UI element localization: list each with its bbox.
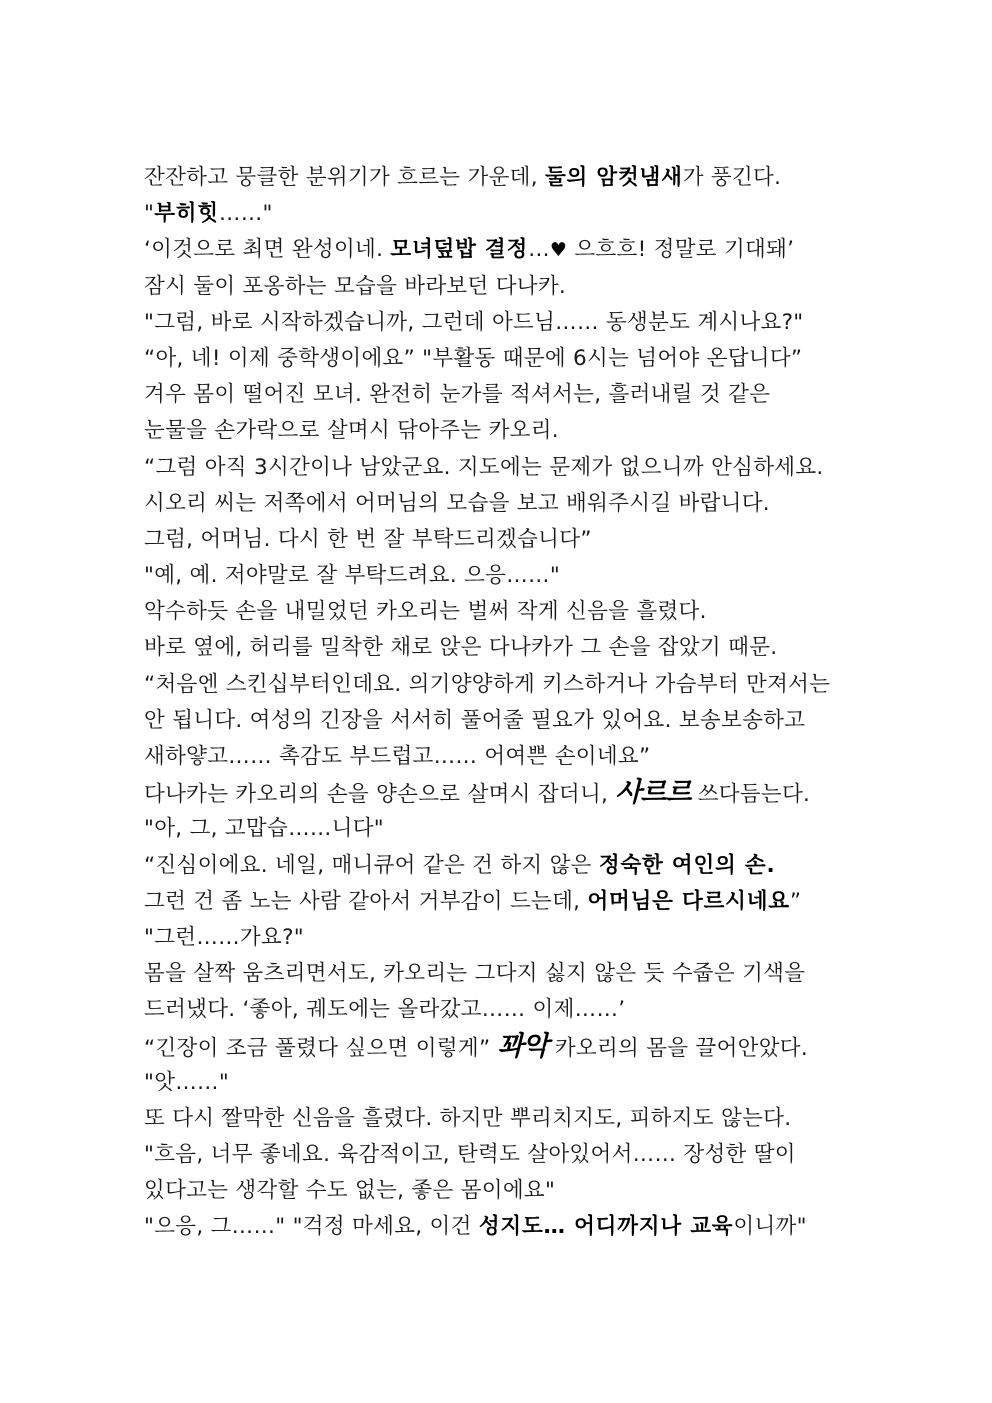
text-line xyxy=(144,920,864,956)
text-line xyxy=(144,630,864,666)
text-span: " xyxy=(144,201,155,227)
text-span: 카오리의 몸을 끌어안았다. xyxy=(547,1035,808,1061)
text-line xyxy=(144,848,864,884)
text-span: "으응, 그……" "걱정 마세요, 이건 xyxy=(144,1214,479,1240)
text-line xyxy=(144,1137,864,1173)
emphasis-text: 어머님은 다르시네요 xyxy=(587,888,790,914)
text-span: 그런 건 좀 노는 사람 같아서 거부감이 드는데, xyxy=(144,888,588,914)
text-span: 드러냈다. ‘좋아, 궤도에는 올라갔고…… 이제……’ xyxy=(144,997,626,1023)
text-span: 새하얗고…… 촉감도 부드럽고…… 어여쁜 손이네요” xyxy=(144,744,651,769)
text-line xyxy=(144,558,864,594)
text-span: … xyxy=(528,237,550,263)
heart-icon: ♥ xyxy=(549,239,568,262)
text-span: “그럼 아직 3시간이나 남았군요. 지도에는 문제가 없으니까 안심하세요. xyxy=(144,454,824,480)
text-line xyxy=(144,305,864,341)
text-line xyxy=(144,1209,864,1245)
emphasis-text: 사르르 xyxy=(615,777,691,809)
text-span: “처음엔 스킨십부터인데요. 의기양양하게 키스하거나 가슴부터 만져서는 xyxy=(144,671,831,697)
text-span: "아, 그, 고맙습……니다" xyxy=(144,816,384,842)
text-line xyxy=(144,160,864,196)
text-span: 가 풍긴다. xyxy=(682,165,782,190)
text-line xyxy=(144,1065,864,1101)
text-span: 이니까" xyxy=(733,1214,807,1240)
text-line xyxy=(144,486,864,522)
text-span: "예, 예. 저야말로 잘 부탁드려요. 으응……" xyxy=(144,563,561,589)
text-line xyxy=(144,1173,864,1209)
text-span: "흐음, 너무 좋네요. 육감적이고, 탄력도 살아있어서…… 장성한 딸이 xyxy=(144,1142,796,1168)
text-span: 그럼, 어머님. 다시 한 번 잘 부탁드리겠습니다” xyxy=(144,526,592,552)
text-span: 있다고는 생각할 수도 없는, 좋은 몸이에요" xyxy=(144,1178,556,1204)
text-line xyxy=(144,884,864,920)
text-span: 안 됩니다. 여성의 긴장을 서서히 풀어줄 필요가 있어요. 보송보송하고 xyxy=(144,707,806,733)
text-line xyxy=(144,811,864,847)
text-line xyxy=(144,450,864,486)
text-line xyxy=(144,377,864,413)
text-line xyxy=(144,775,864,811)
text-span: 잔잔하고 뭉클한 분위기가 흐르는 가운데, xyxy=(144,165,545,190)
text-span: 시오리 씨는 저쪽에서 어머님의 모습을 보고 배워주시길 바랍니다. xyxy=(144,490,770,516)
text-span: 잠시 둘이 포옹하는 모습을 바라보던 다나카. xyxy=(144,273,567,299)
text-span: 또 다시 짤막한 신음을 흘렸다. 하지만 뿌리치지도, 피하지도 않는다. xyxy=(144,1105,792,1131)
text-line xyxy=(144,413,864,449)
text-span: 악수하듯 손을 내밀었던 카오리는 벌써 작게 신음을 흘렸다. xyxy=(144,599,707,625)
emphasis-text: 둘의 암컷냄새 xyxy=(544,165,683,190)
text-span: ……" xyxy=(218,201,273,227)
text-line xyxy=(144,992,864,1028)
text-span: 쓰다듬는다. xyxy=(690,782,811,808)
emphasis-text: 모녀덮밥 결정 xyxy=(390,237,529,263)
text-span: "그런……가요?" xyxy=(144,924,304,950)
emphasis-text: 정숙한 여인의 손. xyxy=(598,852,776,878)
text-span: “진심이에요. 네일, 매니큐어 같은 건 하지 않은 xyxy=(144,852,599,878)
text-span: ” xyxy=(789,888,802,914)
text-line xyxy=(144,196,864,232)
text-line xyxy=(144,956,864,992)
text-line xyxy=(144,232,864,268)
text-line xyxy=(144,594,864,630)
emphasis-text: 성지도… 어디까지나 교육 xyxy=(478,1214,734,1240)
text-line xyxy=(144,269,864,305)
text-line xyxy=(144,739,864,775)
text-line xyxy=(144,341,864,377)
text-span: ‘이것으로 최면 완성이네. xyxy=(144,237,391,263)
text-line xyxy=(144,1029,864,1065)
text-line xyxy=(144,1101,864,1137)
text-span: 다나카는 카오리의 손을 양손으로 살며시 잡더니, xyxy=(144,782,616,808)
text-span: 으흐흐! 정말로 기대돼’ xyxy=(567,237,795,263)
emphasis-text: 꽈악 xyxy=(497,1030,548,1062)
text-span: 눈물을 손가락으로 살며시 닦아주는 카오리. xyxy=(144,418,559,444)
text-span: "그럼, 바로 시작하겠습니까, 그런데 아드님…… 동생분도 계시나요?" xyxy=(144,309,804,335)
text-line xyxy=(144,522,864,558)
text-line xyxy=(144,703,864,739)
text-span: 몸을 살짝 움츠리면서도, 카오리는 그다지 싫지 않은 듯 수줍은 기색을 xyxy=(144,961,806,987)
emphasis-text: 부히힛 xyxy=(154,201,219,227)
text-span: “아, 네! 이제 중학생이에요” "부활동 때문에 6시는 넘어야 온답니다” xyxy=(144,345,803,371)
text-span: 바로 옆에, 허리를 밀착한 채로 앉은 다나카가 그 손을 잡았기 때문. xyxy=(144,635,778,661)
text-span: 겨우 몸이 떨어진 모녀. 완전히 눈가를 적셔서는, 흘러내릴 것 같은 xyxy=(144,382,771,408)
text-span: "앗……" xyxy=(144,1069,230,1095)
text-line xyxy=(144,667,864,703)
text-span: “긴장이 조금 풀렸다 싶으면 이렇게” xyxy=(144,1035,498,1061)
document-page xyxy=(144,160,864,1246)
